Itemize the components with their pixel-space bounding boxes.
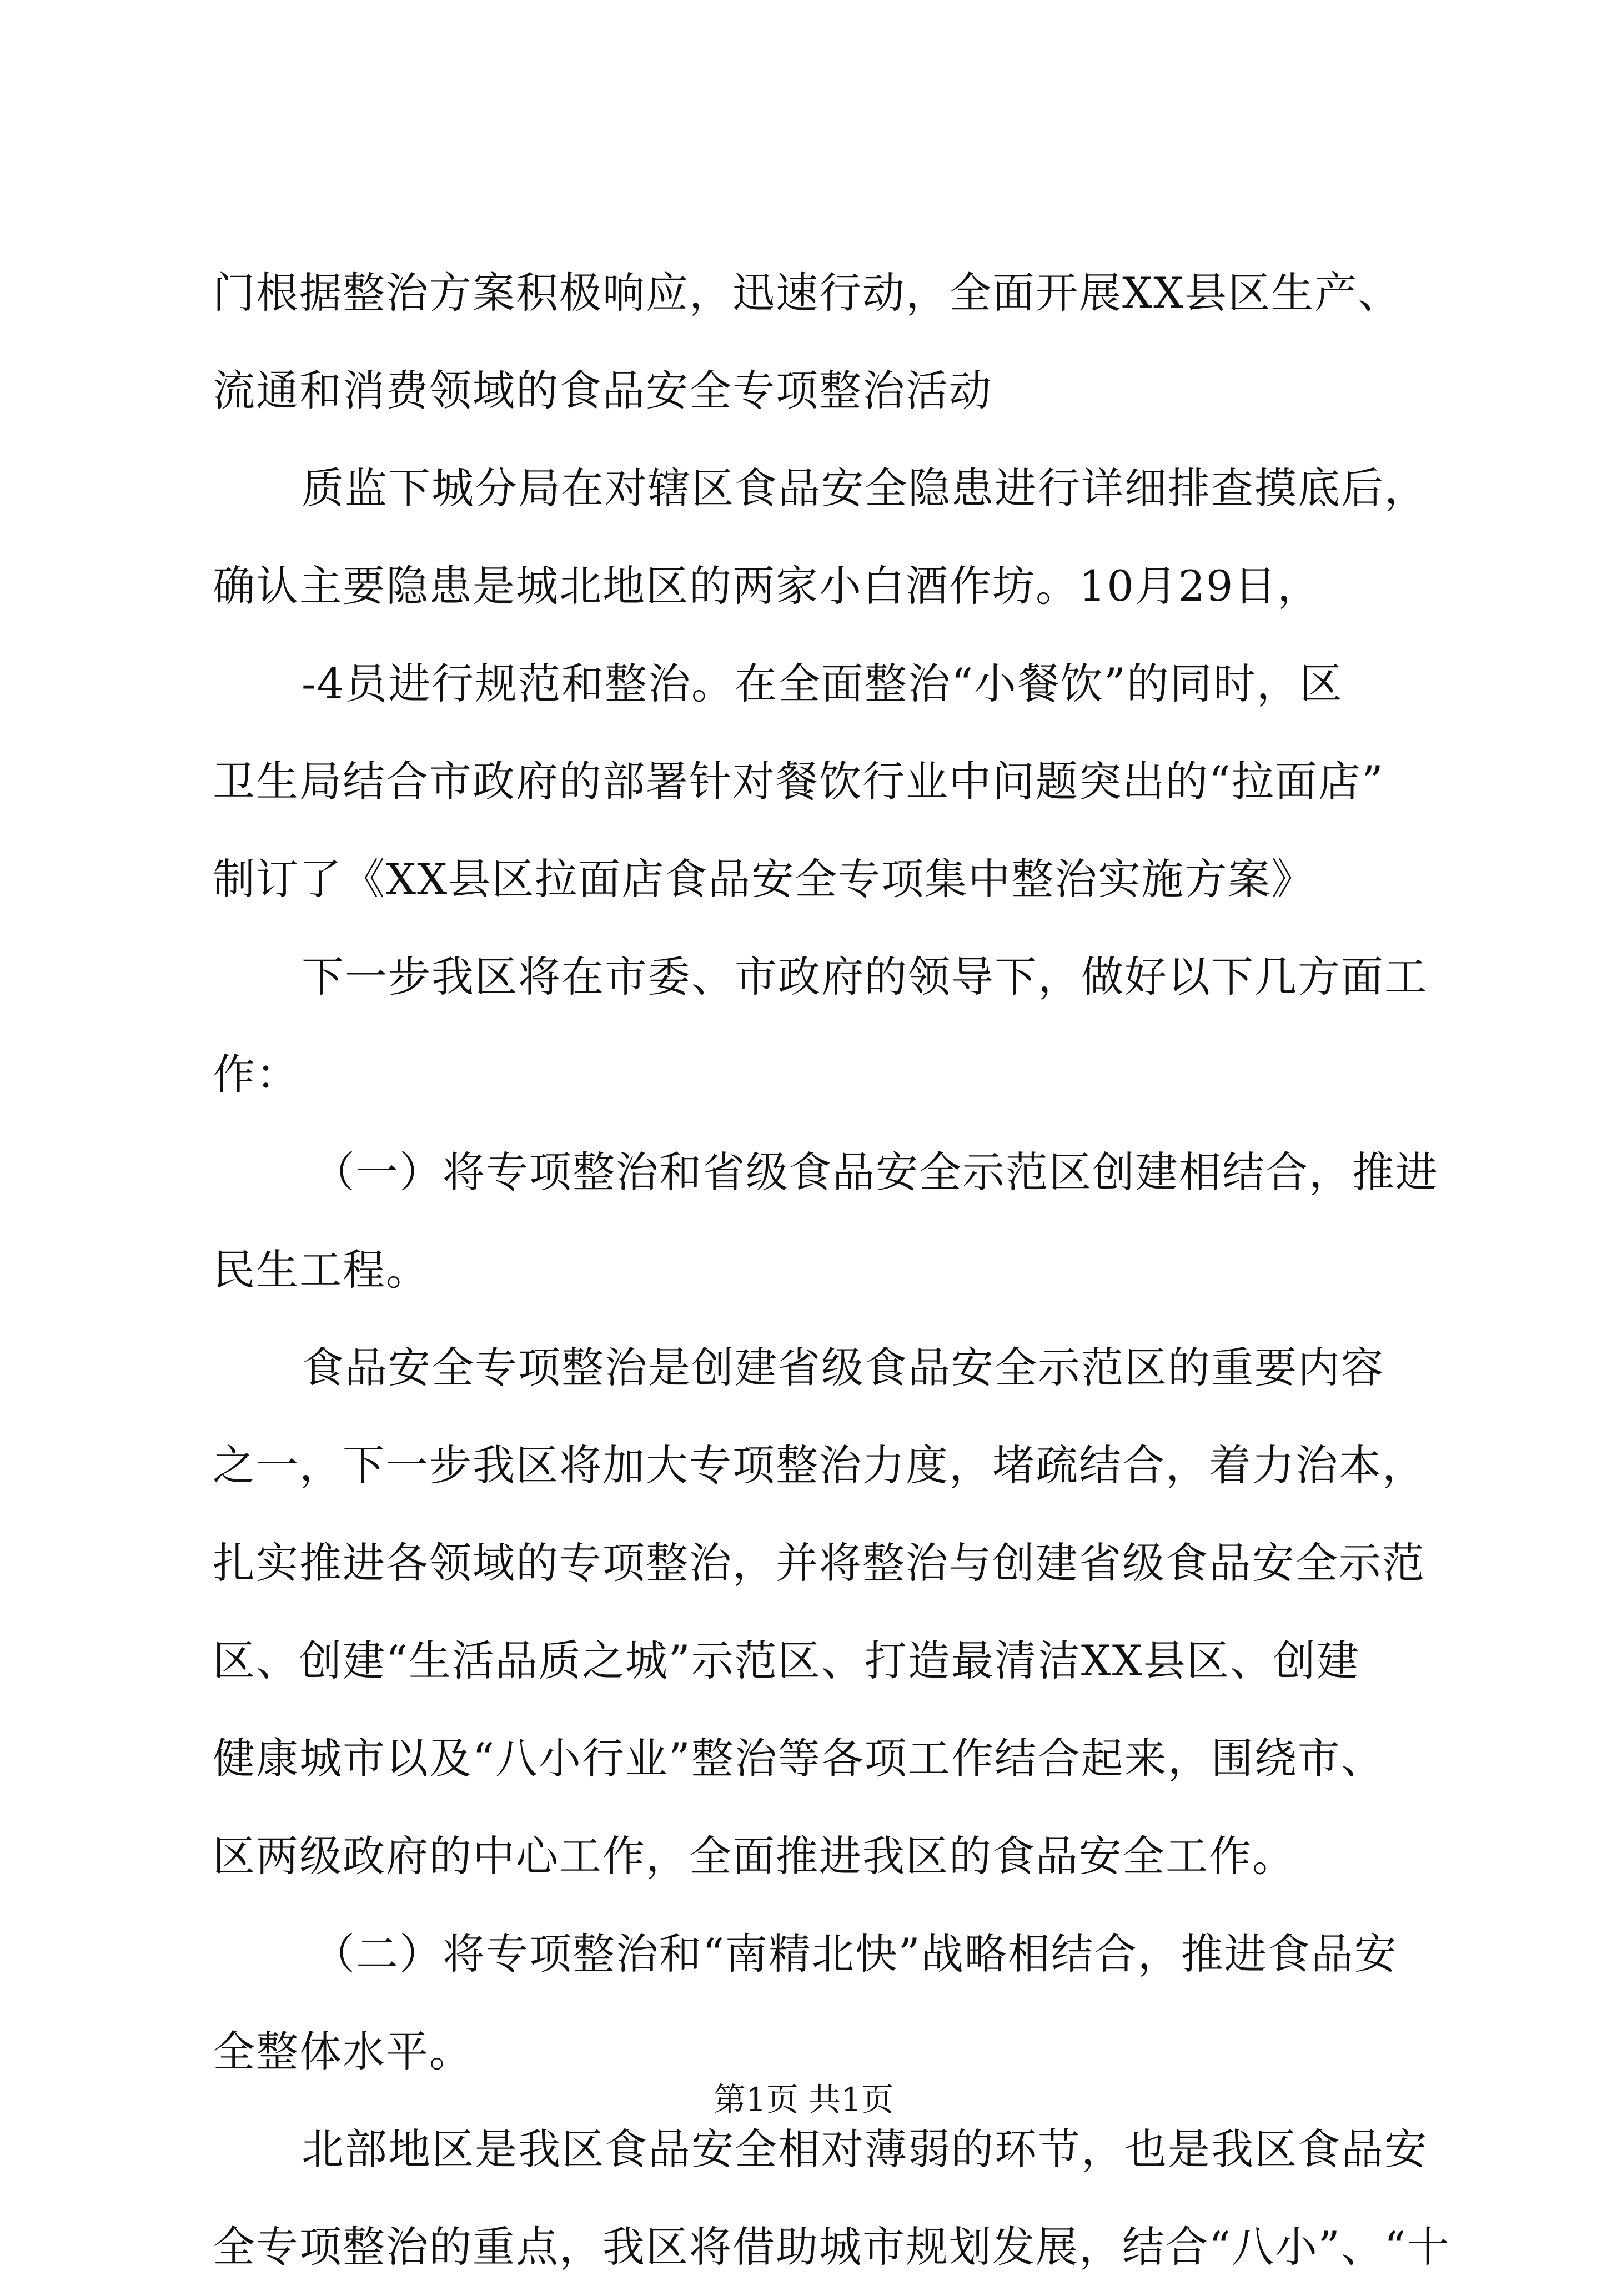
page-number-label: 第1页 共1页 (713, 2081, 894, 2118)
paragraph-line: 流通和消费领域的食品安全专项整治活动 (213, 366, 992, 415)
page-footer (0, 2077, 1607, 2122)
section-heading-line: （二）将专项整治和“南精北快”战略相结合，推进食品安 (313, 1929, 1398, 1978)
paragraph-line: 之一，下一步我区将加大专项整治力度，堵疏结合，着力治本， (213, 1441, 1425, 1490)
document-body (213, 244, 1450, 2296)
paragraph-line: -4员进行规范和整治。在全面整治“小餐饮”的同时，区 (302, 659, 1343, 708)
paragraph-line: 门根据整治方案积极响应，迅速行动，全面开展XX县区生产、 (213, 268, 1402, 318)
section-heading-line: 民生工程。 (213, 1245, 429, 1295)
paragraph-line: 食品安全专项整治是创建省级食品安全示范区的重要内容 (302, 1343, 1384, 1392)
paragraph-line: 制订了《XX县区拉面店食品安全专项集中整治实施方案》 (213, 854, 1315, 904)
paragraph-line: 质监下城分局在对辖区食品安全隐患进行详细排查摸底后， (302, 464, 1428, 513)
paragraph-line: 全专项整治的重点，我区将借助城市规划发展，结合“八小”、“十 (213, 2222, 1450, 2272)
paragraph-line: 下一步我区将在市委、市政府的领导下，做好以下几方面工 (302, 952, 1428, 1001)
paragraph-line: 北部地区是我区食品安全相对薄弱的环节，也是我区食品安 (302, 2124, 1428, 2174)
paragraph-line: 健康城市以及“八小行业”整治等各项工作结合起来，围绕市、 (213, 1734, 1384, 1783)
paragraph-line: 确认主要隐患是城北地区的两家小白酒作坊。10月29日， (213, 561, 1321, 611)
paragraph-line: 扎实推进各领域的专项整治，并将整治与创建省级食品安全示范 (213, 1538, 1425, 1588)
paragraph-line: 区两级政府的中心工作，全面推进我区的食品安全工作。 (213, 1831, 1295, 1881)
paragraph-line: 区、创建“生活品质之城”示范区、打造最清洁XX县区、创建 (213, 1636, 1360, 1685)
paragraph-line: 作： (213, 1050, 299, 1099)
section-heading-line: （一）将专项整治和省级食品安全示范区创建相结合，推进 (313, 1147, 1439, 1197)
section-heading-line: 全整体水平。 (213, 2027, 473, 2076)
paragraph-line: 卫生局结合市政府的部署针对餐饮行业中问题突出的“拉面店” (213, 757, 1384, 806)
